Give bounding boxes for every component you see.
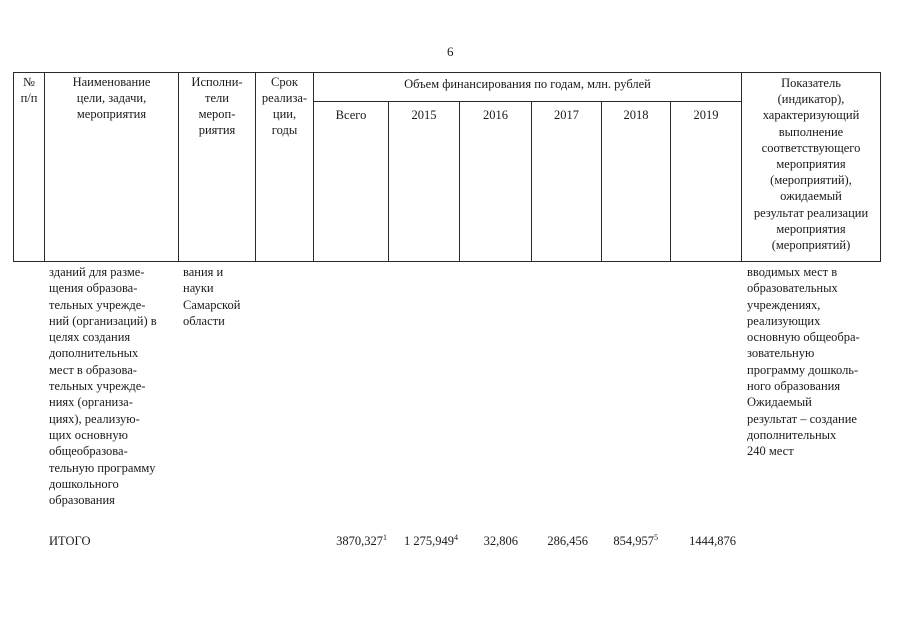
row-name-text: зданий для разме- щения образова- тельных учрежде- ний (организаций) в целях создания дополнительных мест в образова- тельных учрежде- ниях (организа- циях), реализую- щих основную общеобразова- тельную программу дошкольного образования (49, 265, 157, 508)
value-2015-note: 4 (454, 533, 458, 542)
header-year-2017: 2017 (554, 108, 579, 122)
header-year-2019: 2019 (693, 108, 719, 122)
value-2018-number: 854,957 (613, 534, 654, 548)
total-label: ИТОГО (49, 534, 91, 548)
value-2017-number: 286,456 (547, 534, 588, 548)
value-2016-number: 32,806 (483, 534, 518, 548)
header-col-executor: Исполни- тели мероп- риятия (191, 75, 243, 137)
header-col-total: Всего (335, 108, 367, 122)
total-value-note: 1 (383, 533, 387, 542)
header-year-2016: 2016 (483, 108, 508, 122)
value-2018 (590, 533, 658, 549)
total-value (300, 533, 387, 549)
header-col-num: № п/п (20, 75, 38, 105)
value-2019-number: 1444,876 (689, 534, 736, 548)
header-year-2018: 2018 (623, 108, 649, 122)
value-2017 (520, 533, 588, 549)
row-executor-text: вания и науки Самарской области (183, 265, 241, 328)
value-2015 (380, 533, 458, 549)
header-year-2015: 2015 (411, 108, 437, 122)
value-2016 (455, 533, 518, 549)
row-indicator-text: вводимых мест в образовательных учреждениях, реализующих основную общеобра- зовательную программу дошколь- ного образования Ожидаемый результат – создание дополнительных 240 мест (747, 265, 860, 459)
header-col-name: Наименование цели, задачи, мероприятия (72, 75, 151, 121)
header-col-indicator: Показатель (индикатор), характеризующий выполнение соответствующего мероприятия (мероприятий), ожидаемый результат реализации мероприятия (мероприятий) (753, 76, 869, 253)
total-value-number: 3870,327 (336, 534, 383, 548)
header-col-financing: Объем финансирования по годам, млн. рублей (404, 77, 651, 91)
page-number: 6 (447, 44, 454, 59)
value-2018-note: 5 (654, 533, 658, 542)
header-col-term: Срок реализа- ции, годы (261, 75, 308, 137)
value-2015-number: 1 275,949 (404, 534, 454, 548)
value-2019 (665, 533, 736, 549)
